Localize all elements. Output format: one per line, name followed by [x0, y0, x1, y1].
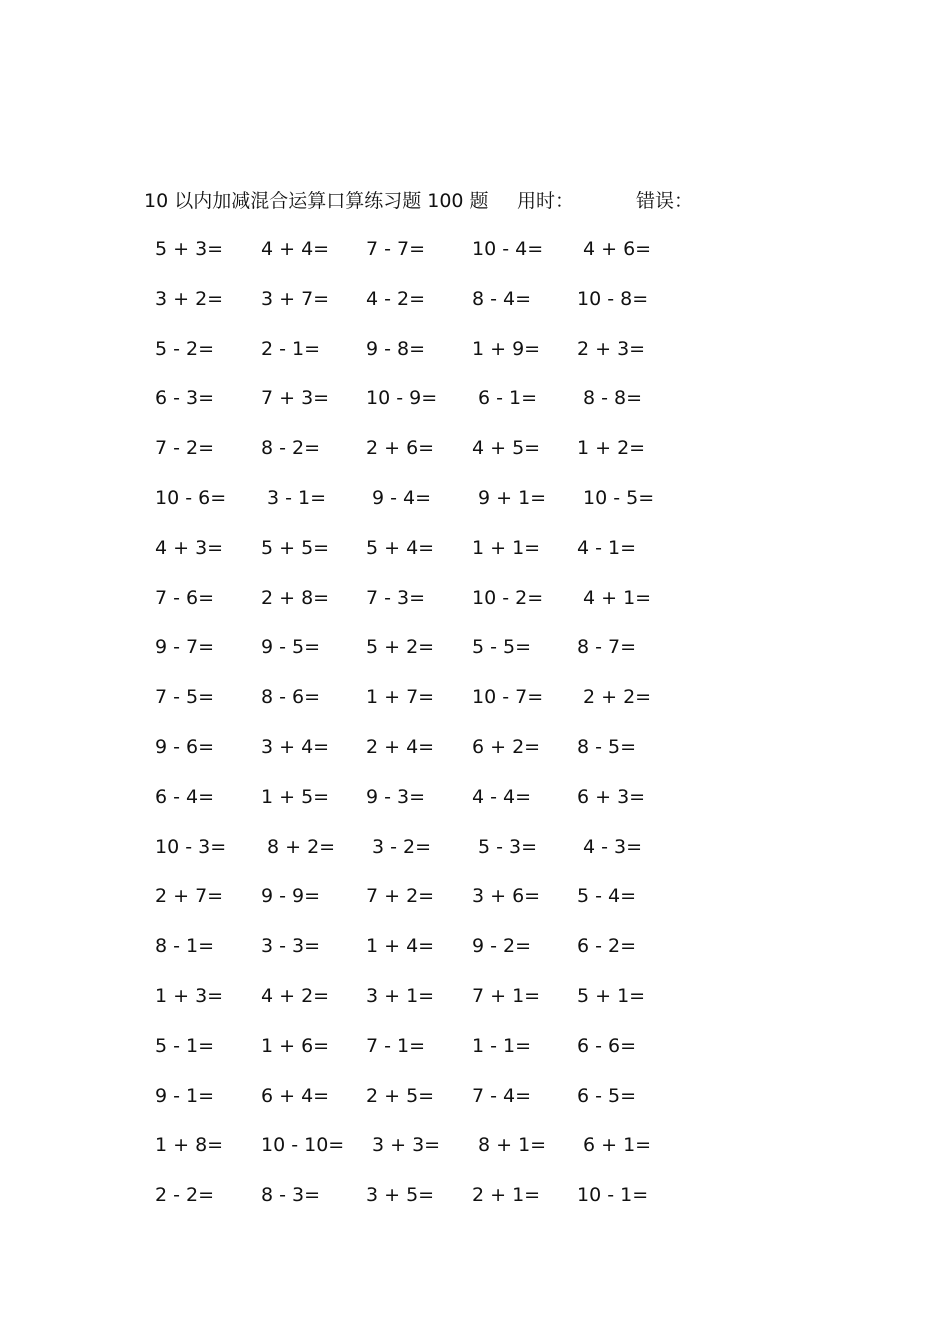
- problem-cell: 3 + 7=: [261, 287, 330, 310]
- problem-cell: 1 + 4=: [366, 935, 435, 958]
- problem-cell: 8 - 1=: [155, 935, 215, 958]
- problem-cell: 10 - 4=: [472, 238, 544, 260]
- problem-cell: 7 - 2=: [155, 437, 215, 460]
- problem-cell: 1 + 9=: [472, 337, 541, 360]
- problem-row: [0, 583, 950, 613]
- problem-cell: 4 - 1=: [577, 536, 637, 559]
- problem-cell: 10 - 10=: [261, 1134, 345, 1157]
- problem-row: [0, 1180, 950, 1210]
- problem-row: [0, 284, 950, 314]
- problem-cell: 5 + 3=: [155, 238, 224, 260]
- problem-cell: 6 - 4=: [155, 785, 215, 808]
- problem-cell: 6 - 1=: [478, 387, 538, 410]
- problem-cell: 4 - 4=: [472, 785, 532, 808]
- problem-cell: 6 + 2=: [472, 736, 541, 758]
- problem-cell: 7 - 5=: [155, 686, 215, 709]
- problem-cell: 8 - 6=: [261, 686, 321, 709]
- problem-cell: 2 + 1=: [472, 1184, 541, 1207]
- problem-cell: 3 - 2=: [372, 835, 432, 858]
- problem-cell: 2 - 2=: [155, 1184, 215, 1207]
- problem-cell: 2 + 5=: [366, 1084, 435, 1107]
- worksheet-title: 10 以内加减混合运算口算练习题 100 题: [144, 190, 489, 212]
- problem-cell: 8 - 5=: [577, 736, 637, 758]
- problem-cell: 10 - 5=: [583, 487, 655, 509]
- problem-cell: 8 + 2=: [267, 835, 336, 858]
- problem-cell: 6 - 6=: [577, 1034, 637, 1057]
- problem-cell: 9 - 7=: [155, 636, 215, 659]
- problem-row: [0, 782, 950, 812]
- problem-cell: 1 + 5=: [261, 785, 330, 808]
- problem-row: [0, 732, 950, 762]
- problem-cell: 3 + 6=: [472, 885, 541, 908]
- problem-cell: 4 + 5=: [472, 437, 541, 460]
- problem-row: [0, 881, 950, 911]
- problem-cell: 2 + 2=: [583, 686, 652, 709]
- problem-row: [0, 383, 950, 413]
- problem-cell: 7 + 3=: [261, 387, 330, 410]
- problem-cell: 5 + 4=: [366, 536, 435, 559]
- problem-cell: 9 - 1=: [155, 1084, 215, 1107]
- problem-cell: 10 - 6=: [155, 487, 227, 509]
- problem-cell: 4 + 4=: [261, 238, 330, 260]
- problem-cell: 4 - 2=: [366, 287, 426, 310]
- problem-row: [0, 682, 950, 712]
- problem-cell: 3 + 3=: [372, 1134, 441, 1157]
- problem-cell: 5 - 4=: [577, 885, 637, 908]
- problem-cell: 3 + 2=: [155, 287, 224, 310]
- problem-cell: 8 + 1=: [478, 1134, 547, 1157]
- problem-cell: 7 - 6=: [155, 586, 215, 609]
- problem-cell: 1 + 7=: [366, 686, 435, 709]
- problem-cell: 1 + 2=: [577, 437, 646, 460]
- problem-cell: 7 + 1=: [472, 985, 541, 1007]
- problem-row: [0, 433, 950, 463]
- problem-cell: 1 + 3=: [155, 985, 224, 1007]
- problem-row: [0, 632, 950, 662]
- problem-row: [0, 1031, 950, 1061]
- problem-cell: 6 - 3=: [155, 387, 215, 410]
- time-used-label: 用时：: [517, 190, 575, 212]
- problem-cell: 6 - 5=: [577, 1084, 637, 1107]
- problem-cell: 8 - 4=: [472, 287, 532, 310]
- problem-cell: 5 + 2=: [366, 636, 435, 659]
- problem-cell: 8 - 8=: [583, 387, 643, 410]
- problem-cell: 9 - 3=: [366, 785, 426, 808]
- problem-cell: 10 - 3=: [155, 835, 227, 858]
- problem-cell: 3 - 3=: [261, 935, 321, 958]
- problem-cell: 2 + 8=: [261, 586, 330, 609]
- error-count-label: 错误：: [636, 190, 694, 212]
- problem-cell: 7 - 7=: [366, 238, 426, 260]
- problem-cell: 5 + 5=: [261, 536, 330, 559]
- problem-cell: 4 + 1=: [583, 586, 652, 609]
- problem-cell: 1 + 8=: [155, 1134, 224, 1157]
- problem-cell: 5 - 2=: [155, 337, 215, 360]
- problem-cell: 9 - 2=: [472, 935, 532, 958]
- problem-cell: 7 + 2=: [366, 885, 435, 908]
- problem-cell: 5 - 1=: [155, 1034, 215, 1057]
- problem-row: [0, 483, 950, 513]
- problem-cell: 6 + 1=: [583, 1134, 652, 1157]
- problem-cell: 8 - 3=: [261, 1184, 321, 1207]
- problem-cell: 7 - 3=: [366, 586, 426, 609]
- problem-cell: 9 - 5=: [261, 636, 321, 659]
- problem-cell: 4 + 6=: [583, 238, 652, 260]
- problem-cell: 2 + 6=: [366, 437, 435, 460]
- problem-cell: 3 - 1=: [267, 487, 327, 509]
- problem-cell: 2 + 4=: [366, 736, 435, 758]
- problem-cell: 9 - 6=: [155, 736, 215, 758]
- problem-cell: 6 - 2=: [577, 935, 637, 958]
- problem-cell: 5 - 5=: [472, 636, 532, 659]
- problem-row: [0, 832, 950, 862]
- problem-cell: 6 + 4=: [261, 1084, 330, 1107]
- problem-cell: 10 - 8=: [577, 287, 649, 310]
- problem-cell: 7 - 4=: [472, 1084, 532, 1107]
- problem-cell: 10 - 1=: [577, 1184, 649, 1207]
- problem-cell: 9 - 8=: [366, 337, 426, 360]
- problem-cell: 2 + 7=: [155, 885, 224, 908]
- problem-cell: 3 + 5=: [366, 1184, 435, 1207]
- problem-cell: 4 + 3=: [155, 536, 224, 559]
- problem-cell: 3 + 1=: [366, 985, 435, 1007]
- problem-cell: 5 + 1=: [577, 985, 646, 1007]
- problem-cell: 10 - 2=: [472, 586, 544, 609]
- problem-cell: 4 - 3=: [583, 835, 643, 858]
- problem-cell: 3 + 4=: [261, 736, 330, 758]
- problem-cell: 2 - 1=: [261, 337, 321, 360]
- problem-row: [0, 931, 950, 961]
- problem-cell: 9 + 1=: [478, 487, 547, 509]
- problem-cell: 1 + 1=: [472, 536, 541, 559]
- problem-cell: 1 - 1=: [472, 1034, 532, 1057]
- problem-cell: 1 + 6=: [261, 1034, 330, 1057]
- problem-row: [0, 1130, 950, 1160]
- problem-row: [0, 334, 950, 364]
- problem-row: [0, 981, 950, 1011]
- problem-row: [0, 234, 950, 264]
- problem-cell: 7 - 1=: [366, 1034, 426, 1057]
- problem-row: [0, 533, 950, 563]
- problem-cell: 8 - 7=: [577, 636, 637, 659]
- problem-row: [0, 1081, 950, 1111]
- problem-cell: 6 + 3=: [577, 785, 646, 808]
- problem-cell: 8 - 2=: [261, 437, 321, 460]
- problem-cell: 2 + 3=: [577, 337, 646, 360]
- problem-cell: 5 - 3=: [478, 835, 538, 858]
- problem-cell: 10 - 7=: [472, 686, 544, 709]
- problem-cell: 10 - 9=: [366, 387, 438, 410]
- problem-cell: 4 + 2=: [261, 985, 330, 1007]
- problem-cell: 9 - 9=: [261, 885, 321, 908]
- problem-cell: 9 - 4=: [372, 487, 432, 509]
